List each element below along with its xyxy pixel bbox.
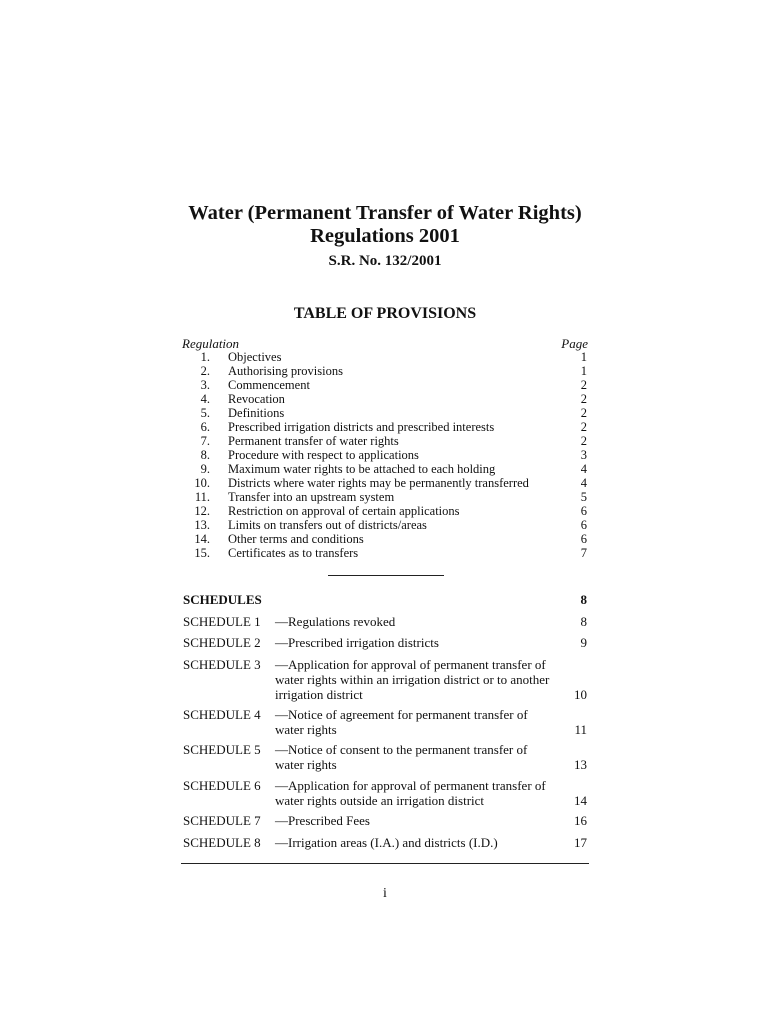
regulation-page: 4 [580,476,587,490]
regulation-title: Definitions [228,406,285,420]
regulation-page: 7 [580,546,587,560]
regulation-row[interactable] [183,504,587,518]
regulation-number: 13. [194,518,210,532]
regulation-row[interactable] [183,406,587,420]
regulation-row[interactable] [183,448,587,462]
regulation-number: 3. [200,378,210,392]
schedule-row[interactable] [183,778,587,808]
regulation-column-header: Regulation [182,336,240,351]
regulation-number: 6. [200,420,210,434]
schedule-title: —Regulations revoked [275,614,396,629]
regulation-title: Limits on transfers out of districts/areas [228,518,427,532]
regulation-page: 2 [580,378,587,392]
regulation-title: Restriction on approval of certain applications [228,504,460,518]
schedule-title: —Prescribed Fees [275,813,370,828]
regulation-title: Revocation [228,392,285,406]
regulation-number: 1. [200,350,210,364]
regulation-page: 4 [580,462,587,476]
regulation-title: Prescribed irrigation districts and prescribed interests [228,420,495,434]
regulation-number: 4. [200,392,210,406]
schedule-page: 17 [574,835,587,850]
regulation-number: 2. [200,364,210,378]
regulation-row[interactable] [183,364,587,378]
regulation-page: 1 [580,350,587,364]
bottom-rule [181,863,589,864]
toc-heading: TABLE OF PROVISIONS [293,305,477,322]
schedule-label: SCHEDULE 7 [183,813,261,828]
schedule-page: 14 [574,793,587,808]
regulation-title: Permanent transfer of water rights [228,434,399,448]
regulation-number: 15. [194,546,210,560]
schedule-page: 8 [580,614,587,629]
regulation-title: Authorising provisions [228,364,343,378]
schedule-label: SCHEDULE 2 [183,635,261,650]
schedule-page: 11 [574,722,587,737]
schedule-row[interactable] [183,835,587,850]
regulation-page: 2 [580,406,587,420]
schedule-page: 13 [574,757,587,772]
regulation-row[interactable] [183,392,587,406]
schedules-page: 8 [580,592,587,607]
schedule-title: —Application for approval of permanent transfer of water rights outside an irrigation district [275,778,546,808]
schedules-heading-row [183,592,587,607]
regulation-row[interactable] [183,532,587,546]
regulation-number: 5. [200,406,210,420]
regulation-number: 10. [194,476,210,490]
regulation-page: 2 [580,434,587,448]
regulation-page: 3 [580,448,587,462]
schedule-row[interactable] [183,707,587,737]
schedule-label: SCHEDULE 1 [183,614,261,629]
regulation-number: 7. [200,434,210,448]
schedule-page: 10 [574,687,587,702]
regulation-title: Certificates as to transfers [228,546,359,560]
regulation-row[interactable] [183,378,587,392]
section-divider [328,575,444,576]
schedule-title: —Application for approval of permanent transfer of water rights within an irrigation district or to another irrigation district [275,657,550,702]
document-title-line-1: Water (Permanent Transfer of Water Rights) [188,202,582,224]
regulation-number: 8. [200,448,210,462]
schedule-title: —Prescribed irrigation districts [275,635,439,650]
page-number: i [383,886,387,901]
regulation-title: Districts where water rights may be permanently transferred [228,476,529,490]
page-column-header: Page [561,336,588,351]
schedule-title: —Irrigation areas (I.A.) and districts (I.D.) [275,835,498,850]
regulation-row[interactable] [183,518,587,532]
regulation-title: Procedure with respect to applications [228,448,419,462]
regulation-number: 11. [194,490,210,504]
regulation-page: 1 [580,364,587,378]
schedule-page: 9 [580,635,587,650]
sr-number: S.R. No. 132/2001 [328,253,442,269]
regulation-row[interactable] [183,476,587,490]
schedule-row[interactable] [183,742,587,772]
schedule-row[interactable] [183,657,587,702]
regulation-number: 9. [200,462,210,476]
regulation-page: 6 [580,518,587,532]
regulation-row[interactable] [183,434,587,448]
regulation-row[interactable] [183,420,587,434]
document-title-line-2: Regulations 2001 [310,225,460,247]
regulation-page: 2 [580,392,587,406]
regulation-row[interactable] [183,490,587,504]
regulation-title: Other terms and conditions [228,532,364,546]
regulation-row[interactable] [183,546,587,560]
schedule-row[interactable] [183,813,587,828]
schedule-label: SCHEDULE 4 [183,707,261,722]
schedule-label: SCHEDULE 8 [183,835,261,850]
regulation-title: Commencement [228,378,310,392]
regulation-title: Maximum water rights to be attached to each holding [228,462,496,476]
regulation-page: 2 [580,420,587,434]
regulation-page: 6 [580,532,587,546]
regulation-number: 12. [194,504,210,518]
schedules-heading: SCHEDULES [183,592,262,607]
schedule-label: SCHEDULE 3 [183,657,261,672]
regulation-page: 5 [580,490,587,504]
regulation-row[interactable] [183,350,587,364]
schedule-title: —Notice of agreement for permanent transfer of water rights [275,707,528,737]
regulation-title: Objectives [228,350,282,364]
schedule-row[interactable] [183,635,587,650]
schedule-row[interactable] [183,614,587,629]
schedule-page: 16 [574,813,587,828]
regulation-row[interactable] [183,462,587,476]
regulation-number: 14. [194,532,210,546]
schedule-label: SCHEDULE 5 [183,742,261,757]
regulation-title: Transfer into an upstream system [228,490,395,504]
schedule-label: SCHEDULE 6 [183,778,261,793]
regulation-page: 6 [580,504,587,518]
schedule-title: —Notice of consent to the permanent transfer of water rights [275,742,528,772]
